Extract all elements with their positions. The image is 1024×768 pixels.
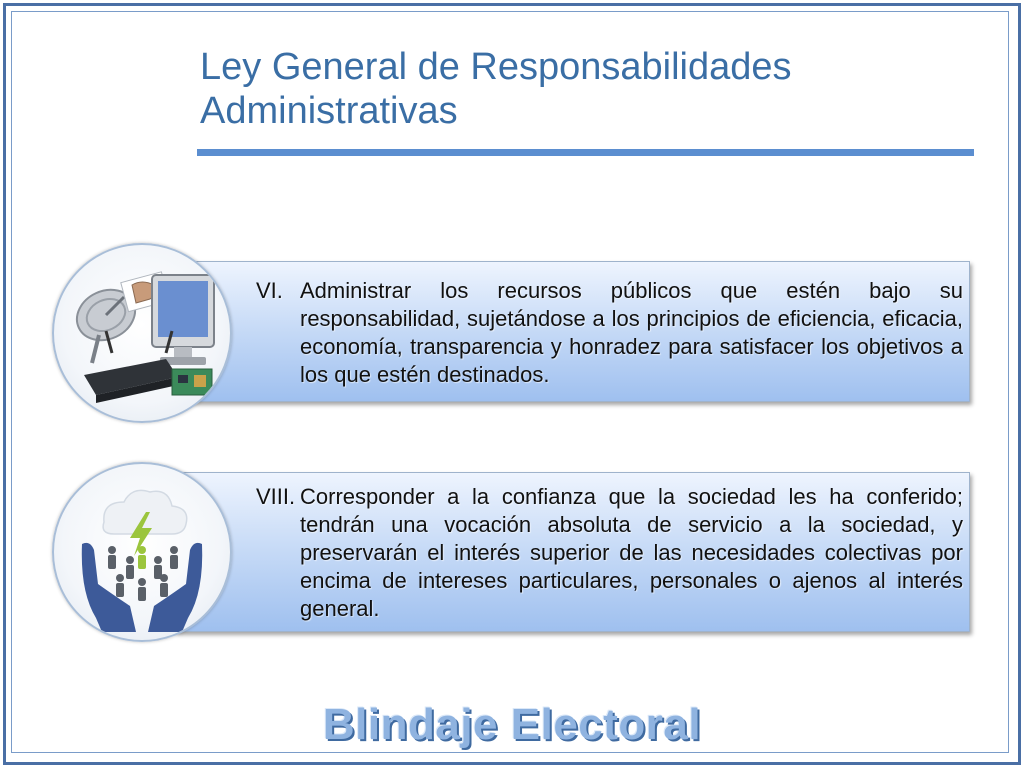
item-text-block <box>256 277 963 389</box>
technology-resources-icon <box>52 243 232 423</box>
title-underline <box>197 149 974 156</box>
circuit-card-icon <box>172 369 212 395</box>
item-text-block <box>256 483 963 623</box>
footer-brand: Blindaje Electoral <box>322 700 702 749</box>
slide-title: Ley General de Responsabilidades Administrativas <box>200 46 792 132</box>
people-group-icon <box>108 546 178 601</box>
monitor-icon <box>152 275 214 365</box>
item-body-text: Administrar los recursos públicos que estén bajo su responsabilidad, sujetándose a los principios de eficiencia, eficacia, economía, transparencia y honradez para satisfacer los objetivos a los que estén destinados. <box>300 278 963 387</box>
item-body-text: Corresponder a la confianza que la sociedad les ha conferido; tendrán una vocación absoluta de servicio a la sociedad, y preservarán el interés superior de las necesidades colectivas por encima de intereses particulares, personales o ajenos al interés general. <box>300 484 963 621</box>
hands-community-icon <box>52 462 232 642</box>
cloud-icon <box>103 490 187 534</box>
list-item-viii <box>175 472 970 632</box>
list-item-vi <box>175 261 970 402</box>
item-number: VI. <box>256 278 283 303</box>
item-number: VIII. <box>256 484 296 509</box>
